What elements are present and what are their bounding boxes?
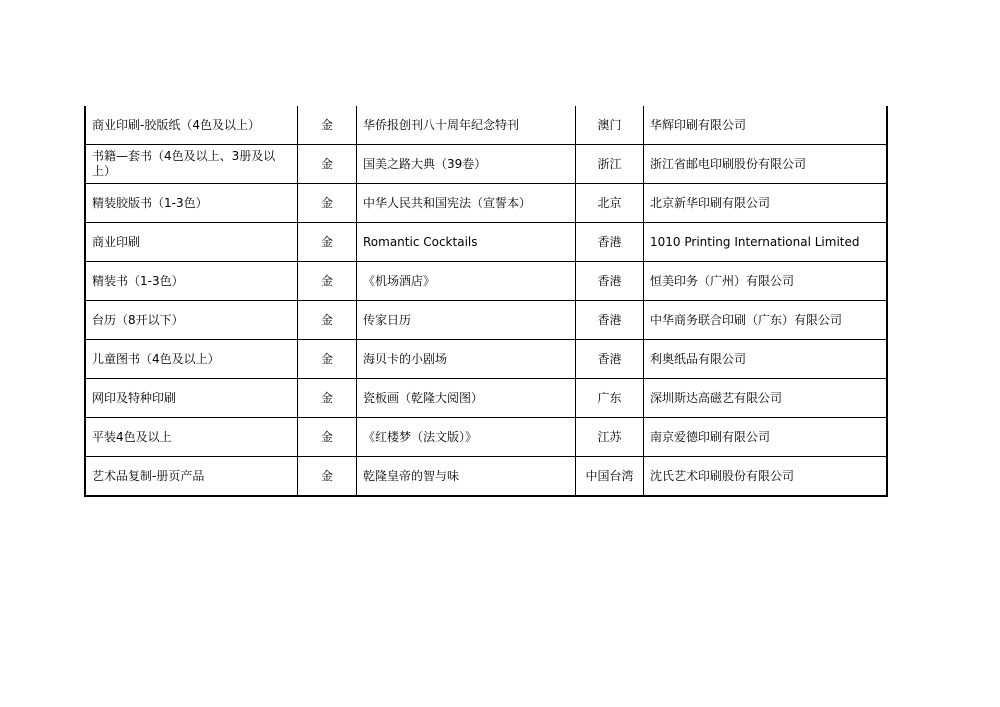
table-row <box>85 145 887 184</box>
awards-table <box>84 106 888 497</box>
region-cell: 香港 <box>576 223 644 262</box>
category-cell: 艺术品复制-册页产品 <box>85 457 298 497</box>
region-cell: 香港 <box>576 301 644 340</box>
company-cell: 南京爱德印刷有限公司 <box>644 418 888 457</box>
region-cell: 浙江 <box>576 145 644 184</box>
table-row <box>85 457 887 497</box>
table-row <box>85 379 887 418</box>
title-cell: 《机场酒店》 <box>357 262 576 301</box>
company-cell: 利奥纸品有限公司 <box>644 340 888 379</box>
table-row <box>85 223 887 262</box>
award-cell: 金 <box>298 418 357 457</box>
region-cell: 北京 <box>576 184 644 223</box>
title-cell: 《红楼梦（法文版）》 <box>357 418 576 457</box>
category-cell: 网印及特种印刷 <box>85 379 298 418</box>
title-cell: 国美之路大典（39卷） <box>357 145 576 184</box>
category-cell: 平装4色及以上 <box>85 418 298 457</box>
region-cell: 江苏 <box>576 418 644 457</box>
title-cell: 乾隆皇帝的智与味 <box>357 457 576 497</box>
table-row <box>85 301 887 340</box>
region-cell: 广东 <box>576 379 644 418</box>
title-cell: Romantic Cocktails <box>357 223 576 262</box>
region-cell: 香港 <box>576 262 644 301</box>
category-cell: 书籍—套书（4色及以上、3册及以上） <box>85 145 298 184</box>
title-cell: 传家日历 <box>357 301 576 340</box>
table-row <box>85 184 887 223</box>
table-row <box>85 262 887 301</box>
award-cell: 金 <box>298 457 357 497</box>
table-row <box>85 340 887 379</box>
region-cell: 香港 <box>576 340 644 379</box>
category-cell: 商业印刷-胶版纸（4色及以上） <box>85 106 298 145</box>
company-cell: 中华商务联合印刷（广东）有限公司 <box>644 301 888 340</box>
title-cell: 海贝卡的小剧场 <box>357 340 576 379</box>
company-cell: 沈氏艺术印刷股份有限公司 <box>644 457 888 497</box>
title-cell: 瓷板画（乾隆大阅图） <box>357 379 576 418</box>
company-cell: 恒美印务（广州）有限公司 <box>644 262 888 301</box>
award-cell: 金 <box>298 379 357 418</box>
category-cell: 商业印刷 <box>85 223 298 262</box>
company-cell: 深圳斯达高磁艺有限公司 <box>644 379 888 418</box>
award-cell: 金 <box>298 340 357 379</box>
award-cell: 金 <box>298 106 357 145</box>
category-cell: 儿童图书（4色及以上） <box>85 340 298 379</box>
company-cell: 浙江省邮电印刷股份有限公司 <box>644 145 888 184</box>
awards-table-body <box>85 106 887 496</box>
title-cell: 中华人民共和国宪法（宣誓本） <box>357 184 576 223</box>
category-cell: 精装书（1-3色） <box>85 262 298 301</box>
category-cell: 精装胶版书（1-3色） <box>85 184 298 223</box>
region-cell: 澳门 <box>576 106 644 145</box>
title-cell: 华侨报创刊八十周年纪念特刊 <box>357 106 576 145</box>
award-cell: 金 <box>298 262 357 301</box>
company-cell: 华辉印刷有限公司 <box>644 106 888 145</box>
award-cell: 金 <box>298 223 357 262</box>
company-cell: 1010 Printing International Limited <box>644 223 888 262</box>
award-cell: 金 <box>298 301 357 340</box>
table-row <box>85 106 887 145</box>
table-row <box>85 418 887 457</box>
award-cell: 金 <box>298 184 357 223</box>
region-cell: 中国台湾 <box>576 457 644 497</box>
company-cell: 北京新华印刷有限公司 <box>644 184 888 223</box>
category-cell: 台历（8开以下） <box>85 301 298 340</box>
award-cell: 金 <box>298 145 357 184</box>
